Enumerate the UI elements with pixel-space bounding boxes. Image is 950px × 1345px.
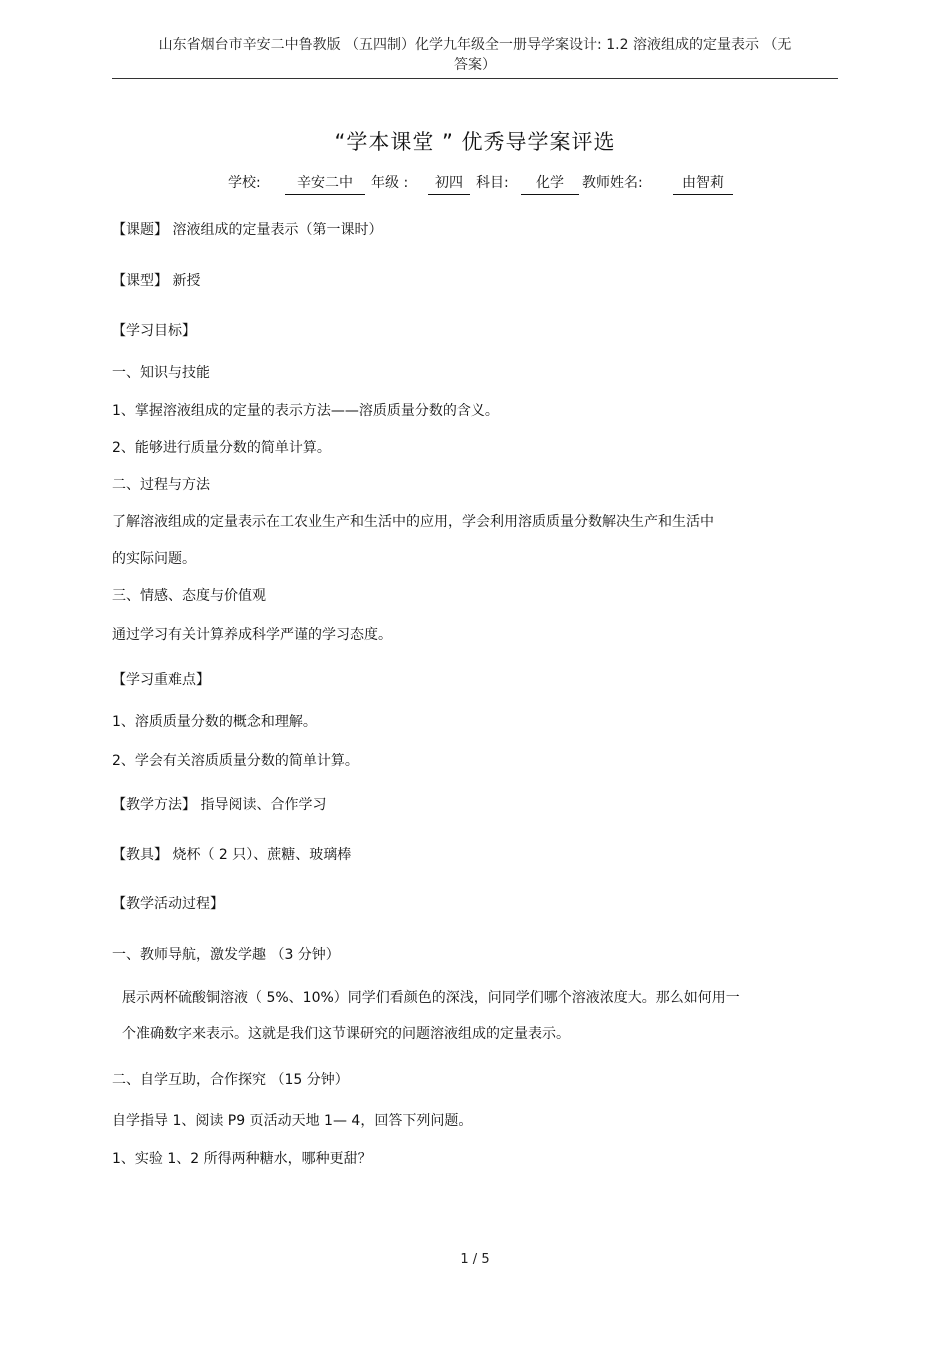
teaching-aids: 【教具】 烧杯（ 2 只）、蔗糖、玻璃棒 [112,847,352,863]
grade-value: 初四 [428,172,470,195]
header-divider [112,78,838,79]
paragraph-line: 的实际问题。 [112,551,196,567]
subject-value: 化学 [521,172,579,195]
teacher-label: 教师姓名: [582,175,643,191]
key-point-item: 2、学会有关溶质质量分数的简单计算。 [112,753,359,769]
page-number: 1 / 5 [460,1252,490,1267]
heading-activity-process: 【教学活动过程】 [112,896,224,912]
paragraph-line: 通过学习有关计算养成科学严谨的学习态度。 [112,627,392,643]
school-value: 辛安二中 [285,172,365,195]
subheading-knowledge: 一、知识与技能 [112,365,210,381]
header-line-2: 答案） [454,57,496,73]
activity-step-heading: 一、教师导航，激发学趣 （3 分钟） [112,947,340,963]
lesson-topic: 【课题】 溶液组成的定量表示（第一课时） [112,222,383,238]
subheading-process: 二、过程与方法 [112,477,210,493]
paragraph-line: 了解溶液组成的定量表示在工农业生产和生活中的应用，学会利用溶质质量分数解决生产和生活中 [112,514,714,530]
objective-item: 2、能够进行质量分数的简单计算。 [112,440,331,456]
header-line-1: 山东省烟台市辛安二中鲁教版 （五四制）化学九年级全一册导学案设计: 1.2 溶液组成的定量表示 （无 [158,37,792,53]
heading-objectives: 【学习目标】 [112,323,196,339]
activity-step-heading: 二、自学互助，合作探究 （15 分钟） [112,1072,349,1088]
running-header [112,35,838,75]
document-title: “学本课堂 ” 优秀导学案评选 [334,130,616,154]
paragraph-line: 个准确数字来表示。这就是我们这节课研究的问题溶液组成的定量表示。 [122,1026,570,1042]
paragraph-line: 展示两杯硫酸铜溶液（ 5%、10%）同学们看颜色的深浅，问同学们哪个溶液浓度大。那么如何用一 [122,990,740,1006]
heading-key-points: 【学习重难点】 [112,672,210,688]
objective-item: 1、掌握溶液组成的定量的表示方法——溶质质量分数的含义。 [112,403,499,419]
teaching-method: 【教学方法】 指导阅读、合作学习 [112,797,327,813]
key-point-item: 1、溶质质量分数的概念和理解。 [112,714,317,730]
subheading-attitude: 三、情感、态度与价值观 [112,588,266,604]
teacher-value: 由智莉 [673,172,733,195]
subject-label: 科目: [476,175,509,191]
grade-label: 年级 : [371,175,409,191]
question-line: 1、实验 1、2 所得两种糖水，哪种更甜？ [112,1151,372,1167]
info-row [0,172,950,196]
lesson-type: 【课型】 新授 [112,273,201,289]
paragraph-line: 自学指导 1、阅读 P9 页活动天地 1— 4，回答下列问题。 [112,1113,473,1129]
school-label: 学校: [228,175,261,191]
